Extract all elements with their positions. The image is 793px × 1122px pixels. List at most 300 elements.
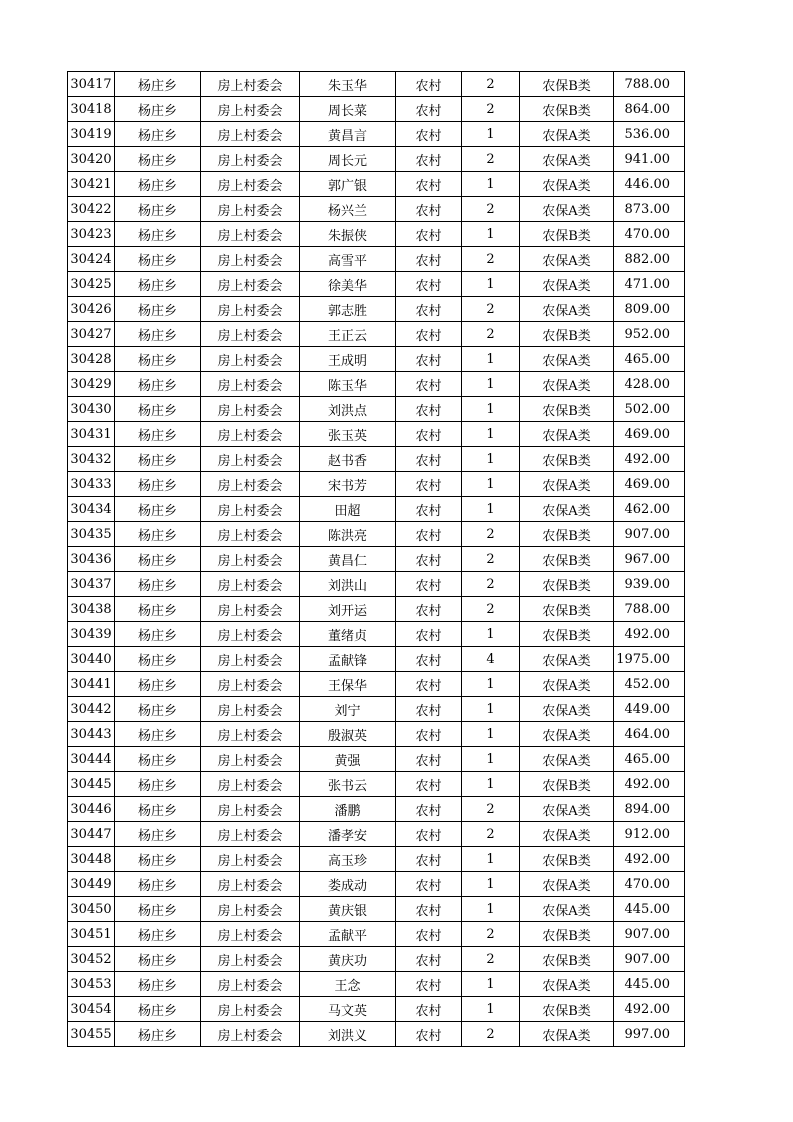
name-cell: 王正云 xyxy=(300,322,396,347)
table-row xyxy=(68,722,685,747)
name-cell: 杨兴兰 xyxy=(300,197,396,222)
name-cell: 刘洪义 xyxy=(300,1022,396,1047)
village-committee-cell: 房上村委会 xyxy=(201,947,300,972)
name-cell: 赵书香 xyxy=(300,447,396,472)
township-cell: 杨庄乡 xyxy=(115,472,201,497)
record-id-cell: 30436 xyxy=(68,547,115,572)
area-type-cell: 农村 xyxy=(396,422,462,447)
household-count-cell: 2 xyxy=(462,922,520,947)
township-cell: 杨庄乡 xyxy=(115,797,201,822)
area-type-cell: 农村 xyxy=(396,747,462,772)
table-row xyxy=(68,822,685,847)
township-cell: 杨庄乡 xyxy=(115,997,201,1022)
township-cell: 杨庄乡 xyxy=(115,1022,201,1047)
area-type-cell: 农村 xyxy=(396,922,462,947)
village-committee-cell: 房上村委会 xyxy=(201,497,300,522)
area-type-cell: 农村 xyxy=(396,222,462,247)
village-committee-cell: 房上村委会 xyxy=(201,522,300,547)
record-id-cell: 30446 xyxy=(68,797,115,822)
village-committee-cell: 房上村委会 xyxy=(201,297,300,322)
record-id-cell: 30438 xyxy=(68,597,115,622)
household-count-cell: 2 xyxy=(462,797,520,822)
amount-cell: 997.00 xyxy=(614,1022,685,1047)
household-count-cell: 1 xyxy=(462,122,520,147)
amount-cell: 1975.00 xyxy=(614,647,685,672)
insurance-category-cell: 农保A类 xyxy=(520,147,614,172)
name-cell: 田超 xyxy=(300,497,396,522)
village-committee-cell: 房上村委会 xyxy=(201,97,300,122)
household-count-cell: 1 xyxy=(462,847,520,872)
table-row xyxy=(68,72,685,97)
insurance-category-cell: 农保A类 xyxy=(520,272,614,297)
village-committee-cell: 房上村委会 xyxy=(201,797,300,822)
area-type-cell: 农村 xyxy=(396,822,462,847)
village-committee-cell: 房上村委会 xyxy=(201,172,300,197)
village-committee-cell: 房上村委会 xyxy=(201,872,300,897)
record-id-cell: 30417 xyxy=(68,72,115,97)
township-cell: 杨庄乡 xyxy=(115,872,201,897)
record-id-cell: 30435 xyxy=(68,522,115,547)
village-committee-cell: 房上村委会 xyxy=(201,72,300,97)
township-cell: 杨庄乡 xyxy=(115,597,201,622)
area-type-cell: 农村 xyxy=(396,697,462,722)
area-type-cell: 农村 xyxy=(396,72,462,97)
insurance-category-cell: 农保B类 xyxy=(520,772,614,797)
amount-cell: 788.00 xyxy=(614,597,685,622)
name-cell: 娄成动 xyxy=(300,872,396,897)
township-cell: 杨庄乡 xyxy=(115,297,201,322)
village-committee-cell: 房上村委会 xyxy=(201,997,300,1022)
village-committee-cell: 房上村委会 xyxy=(201,622,300,647)
record-id-cell: 30429 xyxy=(68,372,115,397)
table-row xyxy=(68,847,685,872)
household-count-cell: 2 xyxy=(462,97,520,122)
household-count-cell: 1 xyxy=(462,622,520,647)
amount-cell: 952.00 xyxy=(614,322,685,347)
amount-cell: 469.00 xyxy=(614,422,685,447)
insurance-category-cell: 农保A类 xyxy=(520,697,614,722)
amount-cell: 492.00 xyxy=(614,772,685,797)
household-count-cell: 1 xyxy=(462,172,520,197)
name-cell: 宋书芳 xyxy=(300,472,396,497)
amount-cell: 788.00 xyxy=(614,72,685,97)
name-cell: 王念 xyxy=(300,972,396,997)
township-cell: 杨庄乡 xyxy=(115,622,201,647)
record-id-cell: 30441 xyxy=(68,672,115,697)
insurance-category-cell: 农保A类 xyxy=(520,472,614,497)
table-row xyxy=(68,422,685,447)
township-cell: 杨庄乡 xyxy=(115,122,201,147)
table-row xyxy=(68,922,685,947)
amount-cell: 452.00 xyxy=(614,672,685,697)
household-count-cell: 1 xyxy=(462,497,520,522)
area-type-cell: 农村 xyxy=(396,297,462,322)
table-row xyxy=(68,797,685,822)
name-cell: 刘洪山 xyxy=(300,572,396,597)
amount-cell: 939.00 xyxy=(614,572,685,597)
village-committee-cell: 房上村委会 xyxy=(201,772,300,797)
township-cell: 杨庄乡 xyxy=(115,447,201,472)
insurance-category-cell: 农保A类 xyxy=(520,897,614,922)
record-id-cell: 30453 xyxy=(68,972,115,997)
name-cell: 黄昌言 xyxy=(300,122,396,147)
name-cell: 黄强 xyxy=(300,747,396,772)
record-id-cell: 30423 xyxy=(68,222,115,247)
village-committee-cell: 房上村委会 xyxy=(201,822,300,847)
name-cell: 郭广银 xyxy=(300,172,396,197)
area-type-cell: 农村 xyxy=(396,522,462,547)
record-id-cell: 30437 xyxy=(68,572,115,597)
village-committee-cell: 房上村委会 xyxy=(201,647,300,672)
township-cell: 杨庄乡 xyxy=(115,147,201,172)
household-count-cell: 2 xyxy=(462,572,520,597)
village-committee-cell: 房上村委会 xyxy=(201,397,300,422)
household-count-cell: 2 xyxy=(462,297,520,322)
table-row xyxy=(68,172,685,197)
amount-cell: 469.00 xyxy=(614,472,685,497)
household-count-cell: 1 xyxy=(462,697,520,722)
record-id-cell: 30431 xyxy=(68,422,115,447)
area-type-cell: 农村 xyxy=(396,897,462,922)
record-id-cell: 30425 xyxy=(68,272,115,297)
record-id-cell: 30440 xyxy=(68,647,115,672)
insurance-category-cell: 农保B类 xyxy=(520,322,614,347)
household-count-cell: 1 xyxy=(462,472,520,497)
township-cell: 杨庄乡 xyxy=(115,647,201,672)
record-id-cell: 30427 xyxy=(68,322,115,347)
amount-cell: 502.00 xyxy=(614,397,685,422)
village-committee-cell: 房上村委会 xyxy=(201,922,300,947)
record-id-cell: 30455 xyxy=(68,1022,115,1047)
name-cell: 黄昌仁 xyxy=(300,547,396,572)
record-id-cell: 30451 xyxy=(68,922,115,947)
amount-cell: 470.00 xyxy=(614,222,685,247)
insurance-category-cell: 农保A类 xyxy=(520,647,614,672)
name-cell: 孟献平 xyxy=(300,922,396,947)
record-id-cell: 30420 xyxy=(68,147,115,172)
village-committee-cell: 房上村委会 xyxy=(201,422,300,447)
insurance-category-cell: 农保A类 xyxy=(520,797,614,822)
insurance-category-cell: 农保B类 xyxy=(520,997,614,1022)
area-type-cell: 农村 xyxy=(396,122,462,147)
name-cell: 潘鹏 xyxy=(300,797,396,822)
household-count-cell: 1 xyxy=(462,872,520,897)
table-row xyxy=(68,122,685,147)
insurance-category-cell: 农保A类 xyxy=(520,372,614,397)
record-id-cell: 30430 xyxy=(68,397,115,422)
amount-cell: 464.00 xyxy=(614,722,685,747)
table-row xyxy=(68,322,685,347)
village-committee-cell: 房上村委会 xyxy=(201,372,300,397)
village-committee-cell: 房上村委会 xyxy=(201,447,300,472)
area-type-cell: 农村 xyxy=(396,622,462,647)
township-cell: 杨庄乡 xyxy=(115,697,201,722)
table-row xyxy=(68,1022,685,1047)
township-cell: 杨庄乡 xyxy=(115,72,201,97)
insurance-category-cell: 农保A类 xyxy=(520,347,614,372)
name-cell: 马文英 xyxy=(300,997,396,1022)
village-committee-cell: 房上村委会 xyxy=(201,147,300,172)
name-cell: 周长菜 xyxy=(300,97,396,122)
area-type-cell: 农村 xyxy=(396,972,462,997)
name-cell: 刘宁 xyxy=(300,697,396,722)
amount-cell: 941.00 xyxy=(614,147,685,172)
record-id-cell: 30445 xyxy=(68,772,115,797)
table-row xyxy=(68,372,685,397)
insurance-category-cell: 农保B类 xyxy=(520,97,614,122)
township-cell: 杨庄乡 xyxy=(115,272,201,297)
insurance-category-cell: 农保A类 xyxy=(520,722,614,747)
name-cell: 郭志胜 xyxy=(300,297,396,322)
insurance-category-cell: 农保B类 xyxy=(520,522,614,547)
insurance-category-cell: 农保B类 xyxy=(520,397,614,422)
insurance-category-cell: 农保B类 xyxy=(520,622,614,647)
name-cell: 张书云 xyxy=(300,772,396,797)
amount-cell: 446.00 xyxy=(614,172,685,197)
area-type-cell: 农村 xyxy=(396,772,462,797)
area-type-cell: 农村 xyxy=(396,447,462,472)
name-cell: 董绪贞 xyxy=(300,622,396,647)
village-committee-cell: 房上村委会 xyxy=(201,847,300,872)
record-id-cell: 30426 xyxy=(68,297,115,322)
household-count-cell: 1 xyxy=(462,372,520,397)
name-cell: 徐美华 xyxy=(300,272,396,297)
name-cell: 陈玉华 xyxy=(300,372,396,397)
household-count-cell: 1 xyxy=(462,447,520,472)
table-row xyxy=(68,972,685,997)
name-cell: 高雪平 xyxy=(300,247,396,272)
table-row xyxy=(68,947,685,972)
area-type-cell: 农村 xyxy=(396,322,462,347)
table-row xyxy=(68,197,685,222)
area-type-cell: 农村 xyxy=(396,147,462,172)
township-cell: 杨庄乡 xyxy=(115,897,201,922)
insurance-category-cell: 农保A类 xyxy=(520,497,614,522)
area-type-cell: 农村 xyxy=(396,872,462,897)
amount-cell: 470.00 xyxy=(614,872,685,897)
name-cell: 王成明 xyxy=(300,347,396,372)
area-type-cell: 农村 xyxy=(396,997,462,1022)
amount-cell: 894.00 xyxy=(614,797,685,822)
table-row xyxy=(68,347,685,372)
township-cell: 杨庄乡 xyxy=(115,572,201,597)
name-cell: 周长元 xyxy=(300,147,396,172)
amount-cell: 465.00 xyxy=(614,747,685,772)
village-committee-cell: 房上村委会 xyxy=(201,472,300,497)
area-type-cell: 农村 xyxy=(396,647,462,672)
household-count-cell: 4 xyxy=(462,647,520,672)
insurance-category-cell: 农保A类 xyxy=(520,247,614,272)
name-cell: 张玉英 xyxy=(300,422,396,447)
village-committee-cell: 房上村委会 xyxy=(201,322,300,347)
table-row xyxy=(68,272,685,297)
area-type-cell: 农村 xyxy=(396,172,462,197)
table-row xyxy=(68,772,685,797)
name-cell: 潘孝安 xyxy=(300,822,396,847)
area-type-cell: 农村 xyxy=(396,797,462,822)
household-count-cell: 2 xyxy=(462,522,520,547)
table-row xyxy=(68,97,685,122)
amount-cell: 864.00 xyxy=(614,97,685,122)
amount-cell: 465.00 xyxy=(614,347,685,372)
record-id-cell: 30418 xyxy=(68,97,115,122)
village-committee-cell: 房上村委会 xyxy=(201,1022,300,1047)
name-cell: 朱振侠 xyxy=(300,222,396,247)
table-row xyxy=(68,697,685,722)
household-count-cell: 1 xyxy=(462,397,520,422)
household-count-cell: 2 xyxy=(462,322,520,347)
village-committee-cell: 房上村委会 xyxy=(201,572,300,597)
amount-cell: 445.00 xyxy=(614,897,685,922)
village-committee-cell: 房上村委会 xyxy=(201,122,300,147)
township-cell: 杨庄乡 xyxy=(115,722,201,747)
household-count-cell: 2 xyxy=(462,1022,520,1047)
table-row xyxy=(68,447,685,472)
township-cell: 杨庄乡 xyxy=(115,847,201,872)
insurance-category-cell: 农保A类 xyxy=(520,197,614,222)
record-id-cell: 30442 xyxy=(68,697,115,722)
household-count-cell: 1 xyxy=(462,422,520,447)
household-count-cell: 2 xyxy=(462,597,520,622)
household-count-cell: 1 xyxy=(462,997,520,1022)
table-row xyxy=(68,147,685,172)
amount-cell: 873.00 xyxy=(614,197,685,222)
record-id-cell: 30448 xyxy=(68,847,115,872)
household-count-cell: 2 xyxy=(462,547,520,572)
township-cell: 杨庄乡 xyxy=(115,97,201,122)
record-id-cell: 30443 xyxy=(68,722,115,747)
insurance-category-cell: 农保B类 xyxy=(520,597,614,622)
household-count-cell: 2 xyxy=(462,197,520,222)
area-type-cell: 农村 xyxy=(396,597,462,622)
insurance-category-cell: 农保A类 xyxy=(520,172,614,197)
area-type-cell: 农村 xyxy=(396,97,462,122)
area-type-cell: 农村 xyxy=(396,572,462,597)
record-id-cell: 30439 xyxy=(68,622,115,647)
area-type-cell: 农村 xyxy=(396,347,462,372)
record-id-cell: 30422 xyxy=(68,197,115,222)
record-id-cell: 30428 xyxy=(68,347,115,372)
name-cell: 朱玉华 xyxy=(300,72,396,97)
insurance-category-cell: 农保A类 xyxy=(520,672,614,697)
table-row xyxy=(68,872,685,897)
amount-cell: 536.00 xyxy=(614,122,685,147)
table-row xyxy=(68,897,685,922)
table-row xyxy=(68,472,685,497)
insurance-category-cell: 农保B类 xyxy=(520,922,614,947)
insurance-category-cell: 农保B类 xyxy=(520,847,614,872)
table-row xyxy=(68,247,685,272)
household-count-cell: 1 xyxy=(462,772,520,797)
area-type-cell: 农村 xyxy=(396,547,462,572)
township-cell: 杨庄乡 xyxy=(115,397,201,422)
amount-cell: 907.00 xyxy=(614,522,685,547)
township-cell: 杨庄乡 xyxy=(115,347,201,372)
area-type-cell: 农村 xyxy=(396,1022,462,1047)
table-row xyxy=(68,597,685,622)
amount-cell: 492.00 xyxy=(614,997,685,1022)
village-committee-cell: 房上村委会 xyxy=(201,722,300,747)
area-type-cell: 农村 xyxy=(396,472,462,497)
village-committee-cell: 房上村委会 xyxy=(201,972,300,997)
village-committee-cell: 房上村委会 xyxy=(201,272,300,297)
insurance-category-cell: 农保A类 xyxy=(520,122,614,147)
record-id-cell: 30421 xyxy=(68,172,115,197)
area-type-cell: 农村 xyxy=(396,947,462,972)
amount-cell: 462.00 xyxy=(614,497,685,522)
name-cell: 黄庆功 xyxy=(300,947,396,972)
name-cell: 刘洪点 xyxy=(300,397,396,422)
household-count-cell: 1 xyxy=(462,897,520,922)
table-row xyxy=(68,997,685,1022)
township-cell: 杨庄乡 xyxy=(115,672,201,697)
table-row xyxy=(68,397,685,422)
township-cell: 杨庄乡 xyxy=(115,972,201,997)
area-type-cell: 农村 xyxy=(396,722,462,747)
household-count-cell: 1 xyxy=(462,722,520,747)
village-committee-cell: 房上村委会 xyxy=(201,597,300,622)
insurance-category-cell: 农保A类 xyxy=(520,1022,614,1047)
table-row xyxy=(68,622,685,647)
village-committee-cell: 房上村委会 xyxy=(201,897,300,922)
township-cell: 杨庄乡 xyxy=(115,172,201,197)
township-cell: 杨庄乡 xyxy=(115,497,201,522)
village-committee-cell: 房上村委会 xyxy=(201,197,300,222)
name-cell: 孟献锋 xyxy=(300,647,396,672)
insurance-category-cell: 农保A类 xyxy=(520,297,614,322)
village-committee-cell: 房上村委会 xyxy=(201,547,300,572)
name-cell: 黄庆银 xyxy=(300,897,396,922)
township-cell: 杨庄乡 xyxy=(115,422,201,447)
village-committee-cell: 房上村委会 xyxy=(201,672,300,697)
record-id-cell: 30452 xyxy=(68,947,115,972)
village-committee-cell: 房上村委会 xyxy=(201,747,300,772)
insurance-category-cell: 农保B类 xyxy=(520,447,614,472)
area-type-cell: 农村 xyxy=(396,247,462,272)
record-id-cell: 30432 xyxy=(68,447,115,472)
insurance-category-cell: 农保A类 xyxy=(520,422,614,447)
table-row xyxy=(68,547,685,572)
insurance-category-cell: 农保B类 xyxy=(520,222,614,247)
insurance-category-cell: 农保B类 xyxy=(520,572,614,597)
name-cell: 王保华 xyxy=(300,672,396,697)
township-cell: 杨庄乡 xyxy=(115,522,201,547)
record-id-cell: 30450 xyxy=(68,897,115,922)
household-count-cell: 2 xyxy=(462,247,520,272)
record-id-cell: 30434 xyxy=(68,497,115,522)
township-cell: 杨庄乡 xyxy=(115,247,201,272)
name-cell: 殷淑英 xyxy=(300,722,396,747)
area-type-cell: 农村 xyxy=(396,672,462,697)
data-table xyxy=(67,71,685,1047)
township-cell: 杨庄乡 xyxy=(115,222,201,247)
table-row xyxy=(68,497,685,522)
record-id-cell: 30449 xyxy=(68,872,115,897)
table-row xyxy=(68,747,685,772)
household-count-cell: 1 xyxy=(462,222,520,247)
household-count-cell: 2 xyxy=(462,72,520,97)
record-id-cell: 30419 xyxy=(68,122,115,147)
township-cell: 杨庄乡 xyxy=(115,322,201,347)
village-committee-cell: 房上村委会 xyxy=(201,347,300,372)
township-cell: 杨庄乡 xyxy=(115,547,201,572)
name-cell: 刘开运 xyxy=(300,597,396,622)
insurance-category-cell: 农保A类 xyxy=(520,872,614,897)
record-id-cell: 30433 xyxy=(68,472,115,497)
amount-cell: 492.00 xyxy=(614,622,685,647)
area-type-cell: 农村 xyxy=(396,497,462,522)
record-id-cell: 30424 xyxy=(68,247,115,272)
